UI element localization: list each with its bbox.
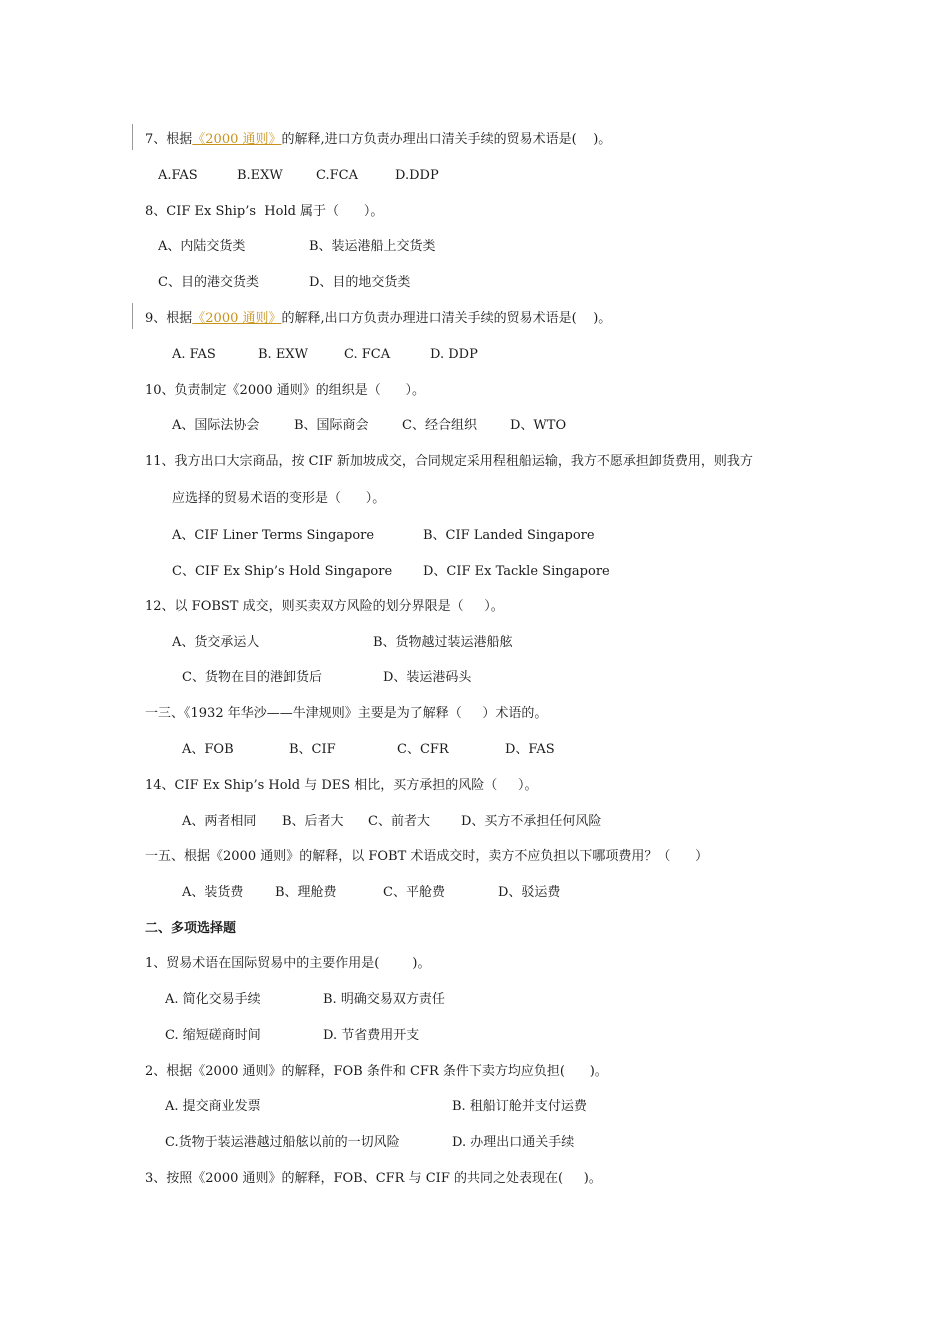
multi-question-1: 1、贸易术语在国际贸易中的主要作用是( )。 bbox=[145, 956, 431, 971]
option: A、货交承运人 bbox=[172, 635, 260, 650]
option: B.EXW bbox=[237, 168, 283, 183]
option: D、WTO bbox=[510, 418, 567, 433]
option: D.DDP bbox=[395, 168, 439, 183]
question-10: 10、负责制定《2000 通则》的组织是（ ）。 bbox=[145, 383, 426, 398]
option: B、理舱费 bbox=[275, 885, 337, 900]
question-13: 一三、《1932 年华沙——牛津规则》主要是为了解释（ ）术语的。 bbox=[145, 706, 548, 721]
option: D. 办理出口通关手续 bbox=[452, 1135, 575, 1150]
question-9-link[interactable]: 《2000 通则》 bbox=[192, 311, 282, 326]
question-11-line-2: 应选择的贸易术语的变形是（ ）。 bbox=[172, 491, 386, 506]
option: D、装运港码头 bbox=[383, 670, 472, 685]
revision-bar bbox=[132, 124, 133, 150]
question-9 bbox=[145, 310, 611, 328]
option: C、货物在目的港卸货后 bbox=[182, 670, 322, 685]
option: C、CFR bbox=[397, 742, 449, 757]
option: D、目的地交货类 bbox=[309, 275, 411, 290]
option: A、装货费 bbox=[182, 885, 244, 900]
option: C.货物于装运港越过船舷以前的一切风险 bbox=[165, 1135, 400, 1150]
option: B、国际商会 bbox=[294, 418, 369, 433]
option: D. DDP bbox=[430, 347, 478, 362]
option: C、CIF Ex Ship’s Hold Singapore bbox=[172, 564, 393, 579]
option: A、国际法协会 bbox=[172, 418, 260, 433]
question-7-suffix: 的解释,进口方负责办理出口清关手续的贸易术语是( )。 bbox=[281, 132, 612, 147]
question-9-suffix: 的解释,出口方负责办理进口清关手续的贸易术语是( )。 bbox=[281, 311, 612, 326]
question-15: 一五、根据《2000 通则》的解释，以 FOBT 术语成交时，卖方不应负担以下哪项费用？（ ） bbox=[145, 849, 709, 864]
option: C、目的港交货类 bbox=[158, 275, 259, 290]
option: B、装运港船上交货类 bbox=[309, 239, 436, 254]
option: A.FAS bbox=[158, 168, 198, 183]
option: A、两者相同 bbox=[182, 814, 257, 829]
option: A. 提交商业发票 bbox=[165, 1099, 261, 1114]
question-14: 14、CIF Ex Ship’s Hold 与 DES 相比，买方承担的风险（ ）。 bbox=[145, 778, 538, 793]
option: D. 节省费用开支 bbox=[323, 1028, 420, 1043]
multi-question-3: 3、按照《2000 通则》的解释，FOB、CFR 与 CIF 的共同之处表现在( )。 bbox=[145, 1171, 602, 1186]
option: B. EXW bbox=[258, 347, 308, 362]
option: D、买方不承担任何风险 bbox=[461, 814, 602, 829]
option: C、前者大 bbox=[368, 814, 430, 829]
option: A. 简化交易手续 bbox=[165, 992, 261, 1007]
option: B、CIF bbox=[289, 742, 336, 757]
section-heading: 二、多项选择题 bbox=[145, 921, 237, 936]
option: C、经合组织 bbox=[402, 418, 477, 433]
option: B、后者大 bbox=[282, 814, 344, 829]
multi-question-2: 2、根据《2000 通则》的解释，FOB 条件和 CFR 条件下卖方均应负担( )。 bbox=[145, 1064, 608, 1079]
question-9-prefix: 9、根据 bbox=[145, 311, 193, 326]
option: D、FAS bbox=[505, 742, 555, 757]
option: D、CIF Ex Tackle Singapore bbox=[423, 564, 610, 579]
question-7 bbox=[145, 131, 611, 149]
option: C. FCA bbox=[344, 347, 391, 362]
option: C.FCA bbox=[316, 168, 358, 183]
option: C、平舱费 bbox=[383, 885, 445, 900]
option: B. 租船订舱并支付运费 bbox=[452, 1099, 587, 1114]
revision-bar bbox=[132, 303, 133, 329]
option: B、CIF Landed Singapore bbox=[423, 528, 595, 543]
question-12: 12、以 FOBST 成交，则买卖双方风险的划分界限是（ ）。 bbox=[145, 599, 504, 614]
option: B. 明确交易双方责任 bbox=[323, 992, 445, 1007]
option: A. FAS bbox=[172, 347, 216, 362]
option: B、货物越过装运港船舷 bbox=[373, 635, 513, 650]
option: A、FOB bbox=[182, 742, 234, 757]
option: A、CIF Liner Terms Singapore bbox=[172, 528, 375, 543]
question-11-line-1: 11、我方出口大宗商品，按 CIF 新加坡成交，合同规定采用程租船运输，我方不愿承担卸货费用，则我方 bbox=[145, 454, 753, 469]
question-8: 8、CIF Ex Ship’s Hold 属于（ ）。 bbox=[145, 204, 384, 219]
option: A、内陆交货类 bbox=[158, 239, 246, 254]
question-7-link[interactable]: 《2000 通则》 bbox=[192, 132, 282, 147]
option: C. 缩短磋商时间 bbox=[165, 1028, 261, 1043]
option: D、驳运费 bbox=[498, 885, 561, 900]
question-7-prefix: 7、根据 bbox=[145, 132, 193, 147]
